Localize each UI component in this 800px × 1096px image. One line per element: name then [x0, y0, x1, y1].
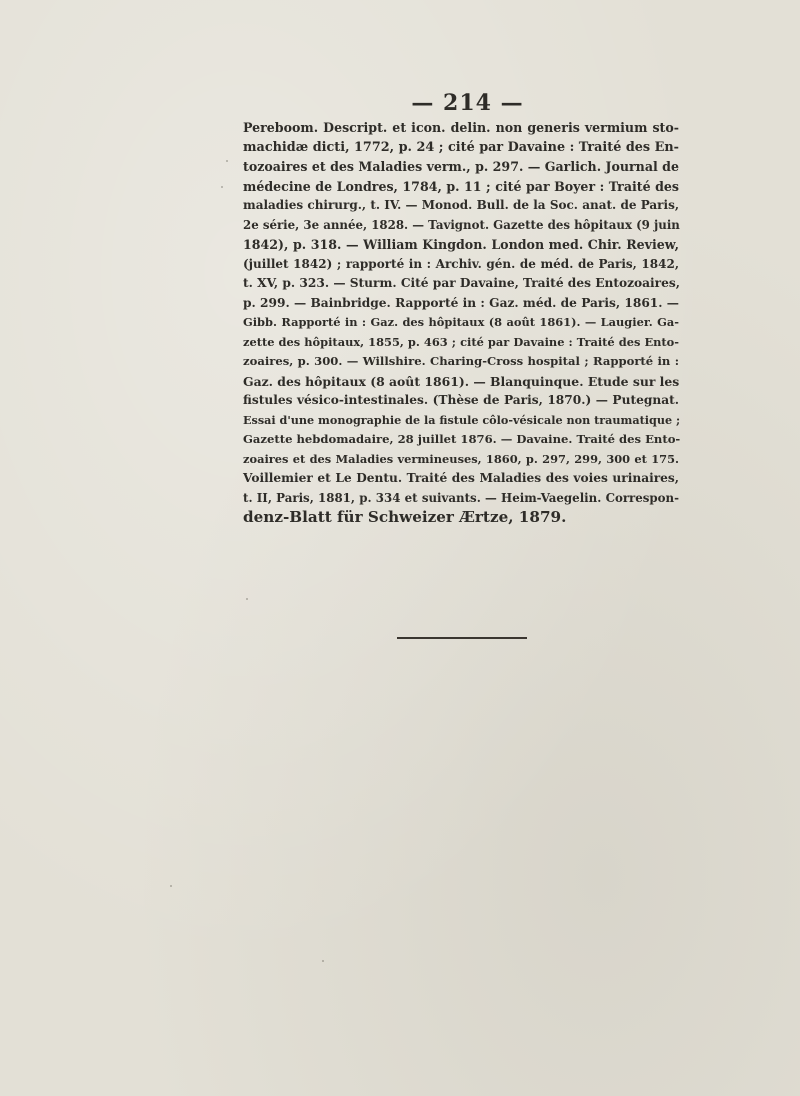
- text-line: 2e série, 3e année, 1828. — Tavignot. Gazette des hôpitaux (9 juin: [243, 217, 680, 232]
- text-line: Gazette hebdomadaire, 28 juillet 1876. — Davaine. Traité des Ento-: [243, 432, 681, 446]
- text-line: tozoaires et des Maladies verm., p. 297. — Garlich. Journal de: [243, 159, 679, 174]
- text-line: zette des hôpitaux, 1855, p. 463 ; cité par Davaine : Traité des Ento-: [243, 334, 679, 349]
- text-line: Gibb. Rapporté in : Gaz. des hôpitaux (8 août 1861). — Laugier. Ga-: [243, 315, 679, 329]
- text-line: maladies chirurg., t. IV. — Monod. Bull. de la Soc. anat. de Paris,: [243, 198, 679, 212]
- section-divider: [397, 637, 527, 639]
- paper-speck: [170, 885, 172, 887]
- paper-speck: [221, 186, 223, 188]
- text-line: machidæ dicti, 1772, p. 24 ; cité par Davaine : Traité des En-: [243, 139, 679, 155]
- text-line: t. XV, p. 323. — Sturm. Cité par Davaine, Traité des Entozoaires,: [243, 276, 680, 290]
- text-line: médecine de Londres, 1784, p. 11 ; cité par Boyer : Traité des: [243, 178, 679, 194]
- text-line: Pereboom. Descript. et icon. delin. non generis vermium sto-: [243, 120, 679, 135]
- text-line: Voillemier et Le Dentu. Traité des Maladies des voies urinaires,: [243, 471, 679, 485]
- text-line: p. 299. — Bainbridge. Rapporté in : Gaz. méd. de Paris, 1861. —: [243, 295, 679, 310]
- text-line: Essai d'une monographie de la fistule côlo-vésicale non traumatique ;: [243, 412, 681, 427]
- text-line: Gaz. des hôpitaux (8 août 1861). — Blanquinque. Etude sur les: [243, 373, 680, 389]
- text-line: (juillet 1842) ; rapporté in : Archiv. gén. de méd. de Paris, 1842,: [243, 256, 679, 271]
- bibliography-paragraph: [243, 118, 679, 528]
- paper-speck: [322, 960, 324, 962]
- text-line: denz-Blatt für Schweizer Ærtze, 1879.: [243, 508, 567, 526]
- text-line: zoaires et des Maladies vermineuses, 1860, p. 297, 299, 300 et 175.: [243, 451, 679, 466]
- paper-speck: [246, 598, 248, 600]
- text-line: fistules vésico-intestinales. (Thèse de Paris, 1870.) — Putegnat.: [243, 393, 679, 407]
- paper-speck: [226, 160, 228, 162]
- page-number: — 214 —: [411, 90, 524, 116]
- text-line: t. II, Paris, 1881, p. 334 et suivants. — Heim-Vaegelin. Correspon-: [243, 490, 679, 505]
- text-line: 1842), p. 318. — William Kingdon. London med. Chir. Review,: [243, 237, 679, 252]
- text-line: zoaires, p. 300. — Willshire. Charing-Cross hospital ; Rapporté in :: [243, 354, 679, 368]
